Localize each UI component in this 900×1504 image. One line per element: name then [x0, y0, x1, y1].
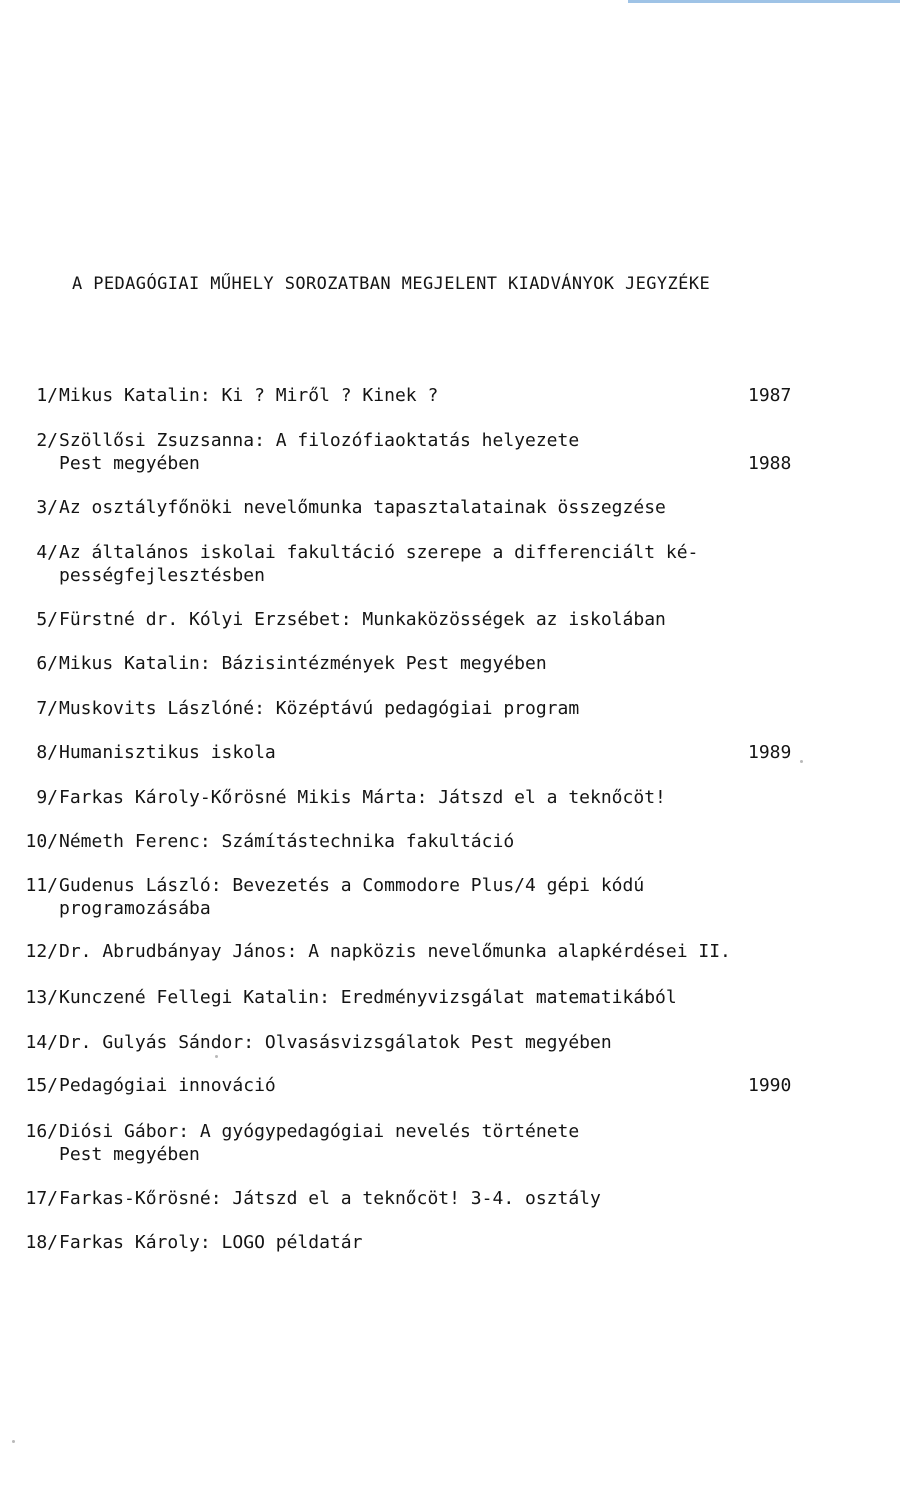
item-text [59, 541, 698, 587]
item-text [59, 697, 579, 720]
item-text-line: Diósi Gábor: A gyógypedagógiai nevelés története [59, 1121, 580, 1142]
item-number: 11/ [25, 875, 58, 896]
item-text [59, 786, 666, 809]
item-text-line: Mikus Katalin: Bázisintézmények Pest megyében [59, 653, 547, 674]
item-text-line: Fürstné dr. Kólyi Erzsébet: Munkaközösségek az iskolában [59, 609, 666, 630]
item-text-line: Az osztályfőnöki nevelőmunka tapasztalatainak összegzése [59, 497, 666, 518]
item-number: 13/ [25, 987, 58, 1008]
item-number: 1/ [36, 385, 58, 406]
item-text-line: Pedagógiai innováció [59, 1075, 276, 1096]
item-text [59, 384, 438, 407]
item-text [59, 830, 514, 853]
item-text-line: Németh Ferenc: Számítástechnika fakultáció [59, 831, 515, 852]
item-number: 6/ [36, 653, 58, 674]
item-text [59, 1231, 362, 1254]
item-text-line: Dr. Abrudbányay János: A napközis nevelőmunka alapkérdései II. [59, 941, 731, 962]
item-text [59, 986, 677, 1009]
item-text-line: Kunczené Fellegi Katalin: Eredményvizsgálat matematikából [59, 987, 677, 1008]
item-number: 3/ [36, 497, 58, 518]
item-text [59, 1187, 601, 1210]
item-text [59, 608, 666, 631]
item-number: 2/ [36, 430, 58, 451]
scan-speck [800, 760, 803, 763]
item-text-line: Az általános iskolai fakultáció szerepe a differenciált ké- [59, 542, 699, 563]
document-title: A PEDAGÓGIAI MŰHELY SOROZATBAN MEGJELENT KIADVÁNYOK JEGYZÉKE [72, 274, 711, 294]
item-text-line: Pest megyében [59, 453, 200, 474]
item-number: 12/ [25, 941, 58, 962]
item-text [59, 1120, 579, 1166]
item-text [59, 1074, 276, 1097]
item-text-line: Szöllősi Zsuzsanna: A filozófiaoktatás helyezete [59, 430, 580, 451]
item-text [59, 652, 547, 675]
item-text [59, 940, 731, 963]
item-year: 1990 [748, 1075, 792, 1096]
item-year: 1987 [748, 385, 792, 406]
item-number: 17/ [25, 1188, 58, 1209]
item-text-line: Farkas-Kőrösné: Játszd el a teknőcöt! 3-4. osztály [59, 1188, 601, 1209]
item-year: 1989 [748, 742, 792, 763]
item-text-line: Gudenus László: Bevezetés a Commodore Plus/4 gépi kódú [59, 875, 645, 896]
item-text-line: programozásába [59, 898, 211, 919]
item-text-line: Mikus Katalin: Ki ? Miről ? Kinek ? [59, 385, 439, 406]
item-text-line: Farkas Károly: LOGO példatár [59, 1232, 363, 1253]
item-number: 4/ [36, 542, 58, 563]
item-number: 9/ [36, 787, 58, 808]
item-number: 15/ [25, 1075, 58, 1096]
item-number: 14/ [25, 1032, 58, 1053]
item-text [59, 496, 666, 519]
item-number: 10/ [25, 831, 58, 852]
item-text-line: Dr. Gulyás Sándor: Olvasásvizsgálatok Pest megyében [59, 1032, 612, 1053]
item-number: 5/ [36, 609, 58, 630]
item-text-line: Pest megyében [59, 1144, 200, 1165]
item-text [59, 874, 644, 920]
item-text [59, 429, 579, 475]
item-number: 16/ [25, 1121, 58, 1142]
item-number: 18/ [25, 1232, 58, 1253]
item-year: 1988 [748, 453, 792, 474]
scan-speck [12, 1440, 15, 1443]
item-number: 8/ [36, 742, 58, 763]
item-text-line: Humanisztikus iskola [59, 742, 276, 763]
item-number: 7/ [36, 698, 58, 719]
item-text [59, 1031, 612, 1054]
item-text-line: Farkas Károly-Kőrösné Mikis Márta: Játszd el a teknőcöt! [59, 787, 666, 808]
item-text-line: pességfejlesztésben [59, 565, 265, 586]
item-text [59, 741, 276, 764]
scan-speck [215, 1055, 218, 1058]
top-edge-rule [628, 0, 900, 3]
item-text-line: Muskovits Lászlóné: Középtávú pedagógiai program [59, 698, 580, 719]
